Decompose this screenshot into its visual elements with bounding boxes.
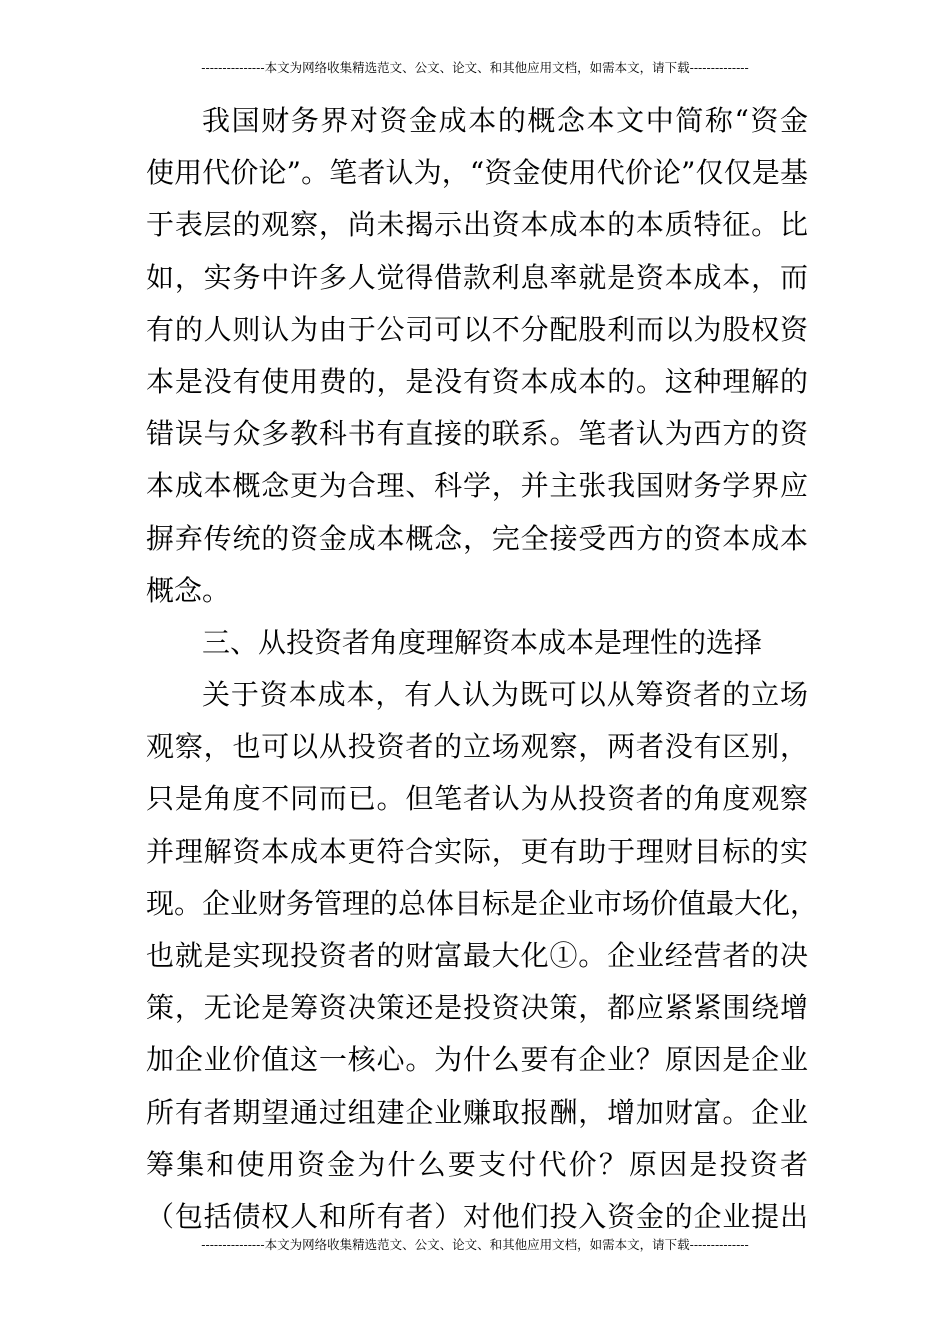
paragraph-line: （包括债权人和所有者）对他们投入资金的企业提出 bbox=[146, 1199, 808, 1233]
paragraph-line: 并理解资本成本更符合实际，更有助于理财目标的实 bbox=[146, 834, 808, 868]
paragraph-line: 观察，也可以从投资者的立场观察，两者没有区别， bbox=[146, 730, 808, 764]
header-banner: ---------------本文为网络收集精选范文、公文、论文、和其他应用文档，如需本文，请下载-------------- bbox=[201, 60, 749, 75]
paragraph-line: 于表层的观察，尚未揭示出资本成本的本质特征。比 bbox=[146, 208, 808, 242]
paragraph-line: 所有者期望通过组建企业赚取报酬，增加财富。企业 bbox=[146, 1095, 808, 1129]
paragraph-line: 只是角度不同而已。但笔者认为从投资者的角度观察 bbox=[146, 782, 808, 816]
paragraph-line: 本是没有使用费的，是没有资本成本的。这种理解的 bbox=[146, 364, 808, 398]
paragraph-line: 错误与众多教科书有直接的联系。笔者认为西方的资 bbox=[146, 417, 808, 451]
paragraph-line: 也就是实现投资者的财富最大化①。企业经营者的决 bbox=[146, 939, 808, 972]
paragraph-line: 加企业价值这一核心。为什么要有企业？原因是企业 bbox=[146, 1043, 808, 1077]
paragraph-line: 现。企业财务管理的总体目标是企业市场价值最大化， bbox=[146, 886, 819, 920]
paragraph-line: 我国财务界对资金成本的概念本文中简称“资金 bbox=[202, 104, 808, 137]
paragraph-line: 筹集和使用资金为什么要支付代价？原因是投资者 bbox=[146, 1147, 808, 1181]
section-heading: 三、从投资者角度理解资本成本是理性的选择 bbox=[202, 625, 763, 659]
paragraph-line: 如，实务中许多人觉得借款利息率就是资本成本，而 bbox=[146, 260, 808, 294]
paragraph-line: 概念。 bbox=[146, 573, 231, 607]
paragraph-line: 摒弃传统的资金成本概念，完全接受西方的资本成本 bbox=[146, 521, 808, 555]
paragraph-line: 策，无论是筹资决策还是投资决策，都应紧紧围绕增 bbox=[146, 991, 808, 1025]
footer-banner: ---------------本文为网络收集精选范文、公文、论文、和其他应用文档，如需本文，请下载-------------- bbox=[201, 1237, 749, 1252]
body-text bbox=[146, 95, 819, 1243]
paragraph-line: 有的人则认为由于公司可以不分配股利而以为股权资 bbox=[146, 312, 808, 346]
paragraph-line: 本成本概念更为合理、科学，并主张我国财务学界应 bbox=[146, 469, 808, 503]
paragraph-line: 使用代价论”。笔者认为，“资金使用代价论”仅仅是基 bbox=[146, 156, 808, 190]
paragraph-line: 关于资本成本，有人认为既可以从筹资者的立场 bbox=[202, 678, 808, 712]
